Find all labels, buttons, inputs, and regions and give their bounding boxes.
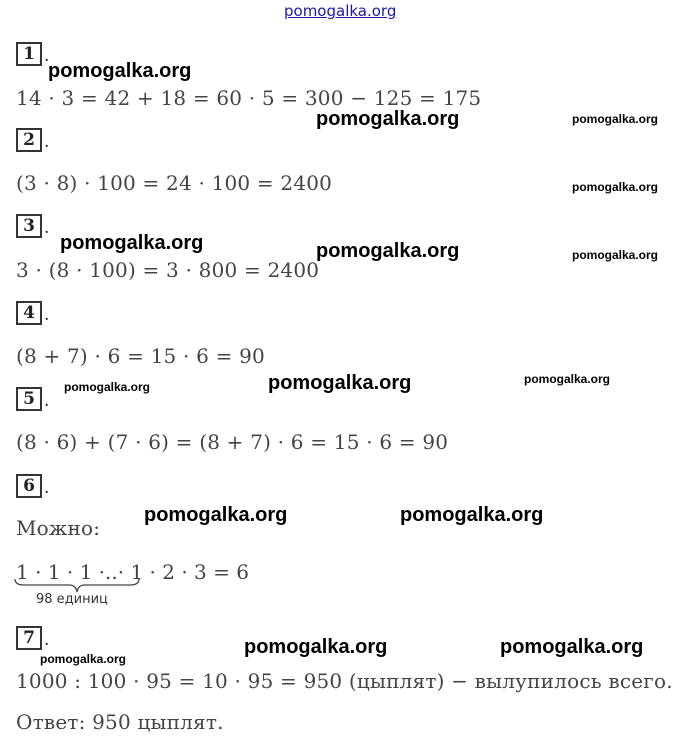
watermark: pomogalka.org [572, 112, 659, 126]
task-number-box: 7 [16, 626, 42, 650]
watermark: pomogalka.org [572, 248, 659, 262]
task-6-text: Можно: [16, 516, 101, 540]
task-number-box: 2 [16, 128, 42, 152]
watermark: pomogalka.org [524, 372, 611, 386]
watermark: pomogalka.org [500, 636, 644, 658]
watermark: pomogalka.org [316, 240, 460, 262]
watermark: pomogalka.org [64, 380, 151, 394]
task-number-box: 3 [16, 214, 42, 238]
brace-rest: · 2 · 3 = 6 [143, 560, 249, 584]
task-7-equation: 1000 : 100 · 95 = 10 · 95 = 950 (цыплят) − вылупилось всего. [16, 669, 673, 693]
task-number-2: 2 . [16, 128, 49, 152]
task-number-3: 3 . [16, 214, 49, 238]
task-number-box: 6 [16, 474, 42, 498]
task-2-equation: (3 · 8) · 100 = 24 · 100 = 2400 [16, 171, 333, 195]
task-number-7: 7 . [16, 626, 49, 650]
watermark: pomogalka.org [316, 108, 460, 130]
task-number-6: 6 . [16, 474, 49, 498]
site-link[interactable]: pomogalka.org [284, 2, 397, 20]
task-number-4: 4 . [16, 301, 49, 325]
task-number-box: 5 [16, 387, 42, 411]
watermark: pomogalka.org [144, 504, 288, 526]
brace-label: 98 единиц [36, 592, 108, 607]
task-5-equation: (8 · 6) + (7 · 6) = (8 + 7) · 6 = 15 · 6 = 90 [16, 430, 449, 454]
task-number-box: 4 [16, 301, 42, 325]
task-number-box: 1 [16, 42, 42, 66]
task-3-equation: 3 · (8 · 100) = 3 · 800 = 2400 [16, 258, 320, 282]
task-number-1: 1 . [16, 42, 49, 66]
task-7-answer: Ответ: 950 цыплят. [16, 710, 224, 734]
brace-expression: 1 · 1 · 1 ·..· 1 [16, 560, 144, 584]
watermark: pomogalka.org [60, 232, 204, 254]
task-4-equation: (8 + 7) · 6 = 15 · 6 = 90 [16, 344, 265, 368]
task-number-5: 5 . [16, 387, 49, 411]
watermark: pomogalka.org [400, 504, 544, 526]
task-1-equation: 14 · 3 = 42 + 18 = 60 · 5 = 300 − 125 = 175 [16, 86, 482, 110]
watermark: pomogalka.org [268, 372, 412, 394]
watermark: pomogalka.org [48, 60, 192, 82]
watermark: pomogalka.org [244, 636, 388, 658]
watermark: pomogalka.org [572, 180, 659, 194]
watermark: pomogalka.org [40, 652, 127, 666]
